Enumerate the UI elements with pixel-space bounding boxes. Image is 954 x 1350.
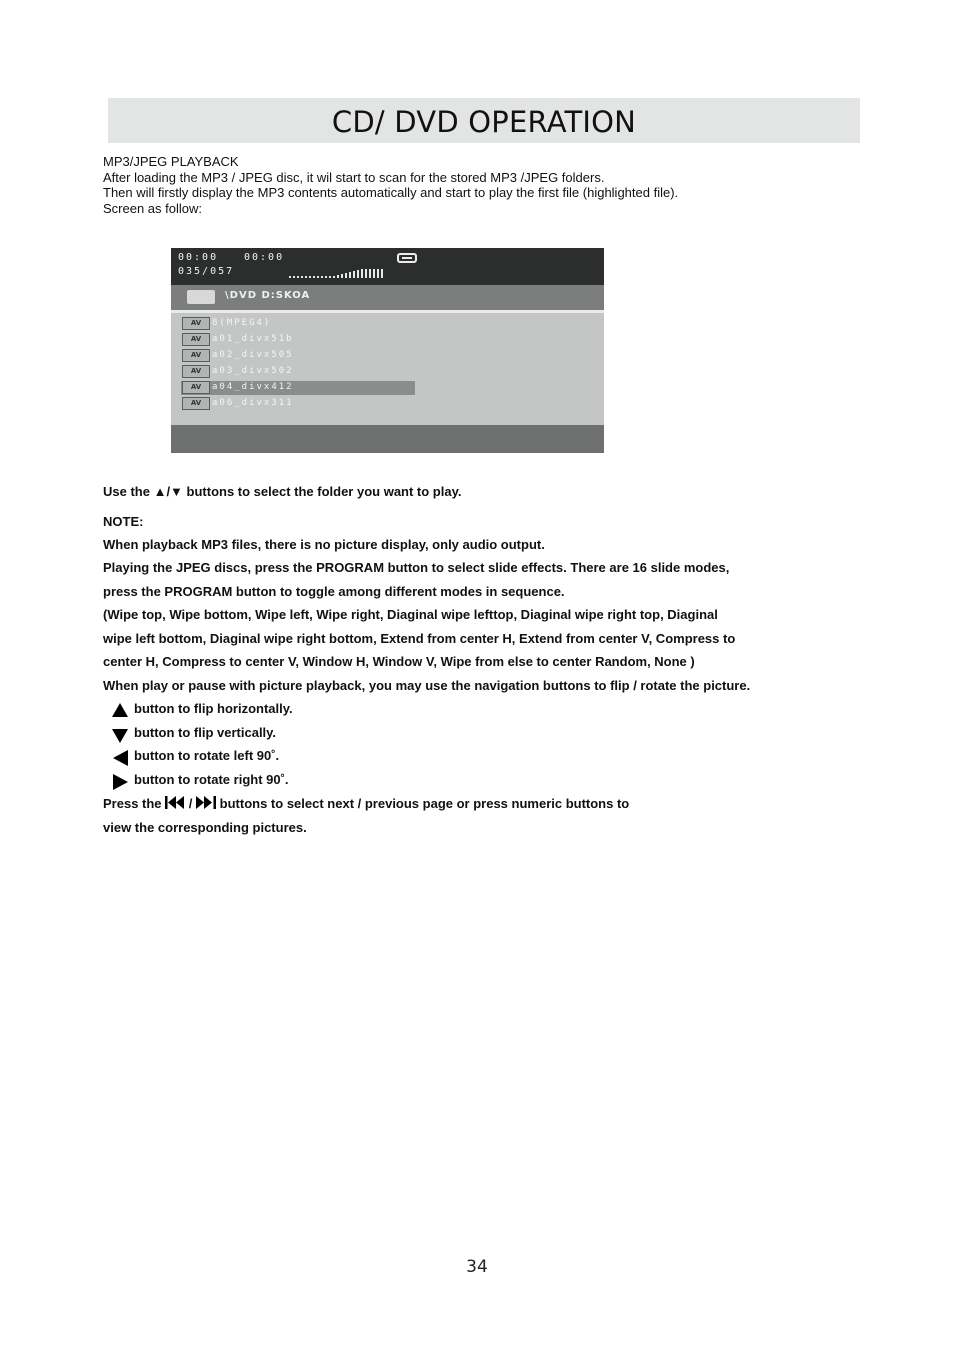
file-name: a04_divx412 (212, 382, 294, 392)
signal-bar (349, 272, 351, 278)
signal-bar (301, 276, 303, 278)
video-file-icon: AV (182, 349, 210, 362)
signal-bar (289, 276, 291, 278)
flip-horizontal-text: button to flip horizontally. (134, 701, 293, 716)
file-row[interactable] (181, 349, 415, 363)
file-row[interactable] (181, 365, 415, 379)
flip-vertical-text: button to flip vertically. (134, 725, 277, 740)
up-arrow-icon (112, 703, 128, 717)
file-row[interactable] (181, 397, 415, 411)
signal-bar (317, 276, 319, 278)
video-file-icon: AV (182, 333, 210, 346)
signal-bar (329, 276, 331, 278)
intro-line: Screen as follow: (103, 200, 202, 216)
signal-bar (353, 271, 355, 278)
section-header (108, 98, 860, 143)
file-name: 8(MPEG4) (212, 318, 272, 328)
intro-line: After loading the MP3 / JPEG disc, it wil start to scan for the stored MP3 /JPEG folders. (103, 169, 605, 185)
screen-capture (171, 248, 604, 453)
file-name: a01_divx51b (212, 334, 294, 344)
signal-bar (365, 269, 367, 278)
intro-block (103, 154, 678, 216)
select-folder-text: Use the ▲/▼ buttons to select the folder you want to play. (103, 484, 462, 499)
signal-bar (305, 276, 307, 278)
signal-bar (377, 269, 379, 278)
divider (171, 310, 604, 313)
signal-bar (293, 276, 295, 278)
note-text: Playing the JPEG discs, press the PROGRAM button to select slide effects. There are 16 slide modes, (103, 560, 730, 575)
slide-modes-text: center H, Compress to center V, Window H, Window V, Wipe from else to center Random, None ) (103, 654, 695, 669)
signal-bar (321, 276, 323, 278)
signal-bar (369, 269, 371, 278)
page-select-line (103, 796, 629, 811)
signal-bar (297, 276, 299, 278)
video-file-icon: AV (182, 365, 210, 378)
player-bottom-bar (171, 425, 604, 453)
note-text: When playback MP3 files, there is no picture display, only audio output. (103, 537, 545, 552)
section-title: CD/ DVD OPERATION (331, 105, 637, 139)
note-label: NOTE: (103, 514, 144, 529)
intro-line: Then will firstly display the MP3 contents automatically and start to play the first file (highlighted file). (103, 185, 679, 200)
signal-bar (337, 275, 339, 278)
skip-next-icon (196, 796, 216, 809)
signal-bar (333, 276, 335, 278)
file-row[interactable] (181, 317, 415, 331)
signal-bar (325, 276, 327, 278)
signal-bar (373, 269, 375, 278)
slash-text: / (188, 796, 193, 811)
video-file-icon: AV (182, 381, 210, 394)
rotate-right-text: button to rotate right 90˚. (134, 772, 289, 787)
skip-previous-icon (165, 796, 185, 809)
time-total: 00:00 (244, 252, 285, 263)
signal-bar (313, 276, 315, 278)
file-name: a03_divx502 (212, 366, 294, 376)
signal-bar (341, 274, 343, 278)
page-select-text: buttons to select next / previous page or press numeric buttons to (219, 796, 630, 811)
folder-icon (187, 290, 215, 304)
intro-heading: MP3/JPEG PLAYBACK (103, 154, 239, 169)
press-the-text: Press the (103, 796, 162, 811)
file-name: a06_divx311 (212, 398, 294, 408)
left-arrow-icon (113, 750, 128, 766)
signal-level-icon (289, 269, 381, 278)
down-arrow-icon (112, 729, 128, 743)
video-file-icon: AV (182, 397, 210, 410)
slide-modes-text: (Wipe top, Wipe bottom, Wipe left, Wipe right, Diaginal wipe lefttop, Diaginal wipe right top, Diaginal (103, 607, 718, 622)
battery-icon (397, 253, 417, 263)
video-file-icon: AV (182, 317, 210, 330)
signal-bar (309, 276, 311, 278)
slide-modes-text: wipe left bottom, Diaginal wipe right bottom, Extend from center H, Extend from center V, Compress to (103, 631, 736, 646)
track-counter: 035/057 (178, 266, 235, 277)
file-row[interactable] (181, 333, 415, 347)
page-number: 34 (466, 1257, 488, 1277)
rotate-left-text: button to rotate left 90˚. (134, 748, 280, 763)
player-status-bar (171, 248, 604, 285)
file-row[interactable] (181, 381, 415, 395)
file-name: a02_divx505 (212, 350, 294, 360)
signal-bar (345, 273, 347, 278)
folder-path: \DVD D:SKOA (225, 290, 311, 301)
view-pictures-text: view the corresponding pictures. (103, 820, 307, 835)
right-arrow-icon (113, 774, 128, 790)
signal-bar (381, 269, 383, 278)
time-elapsed: 00:00 (178, 252, 219, 263)
signal-bar (357, 270, 359, 278)
signal-bar (361, 269, 363, 278)
note-text: press the PROGRAM button to toggle among different modes in sequence. (103, 584, 565, 599)
navigation-text: When play or pause with picture playback, you may use the navigation buttons to flip / rotate the picture. (103, 678, 751, 693)
